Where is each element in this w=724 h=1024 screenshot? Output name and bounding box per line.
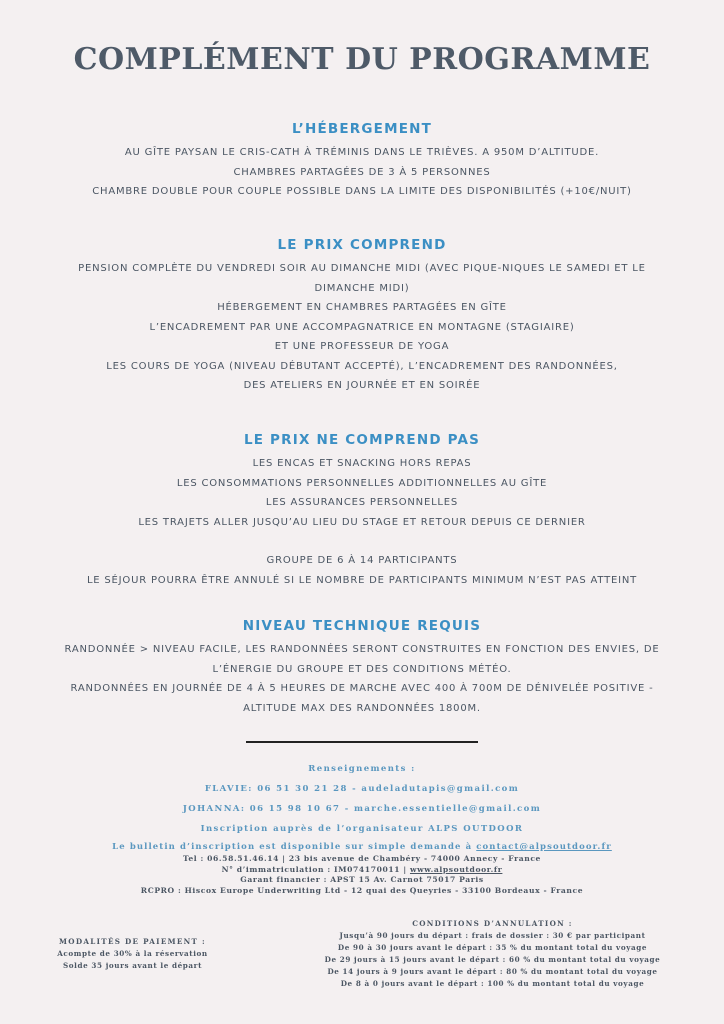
niveau-line: RANDONNÉES EN JOURNÉE DE 4 À 5 HEURES DE MARCHE AVEC 400 À 700M DE DÉNIVELÉE POSITIVE - — [70, 683, 654, 694]
cancellation-heading: CONDITIONS D’ANNULATION : — [412, 919, 573, 928]
bulletin-line — [0, 842, 724, 852]
page-title: COMPLÉMENT DU PROGRAMME — [73, 42, 651, 77]
hebergement-line: AU GÎTE PAYSAN LE CRIS-CATH À TRÉMINIS DANS LE TRIÈVES. A 950M D’ALTITUDE. — [124, 147, 600, 158]
heading-hebergement: L’HÉBERGEMENT — [291, 121, 433, 137]
ne-comprend-line: LES TRAJETS ALLER JUSQU’AU LIEU DU STAGE ET RETOUR DEPUIS CE DERNIER — [138, 516, 586, 528]
comprend-line: DIMANCHE MIDI) — [314, 282, 410, 294]
inscription-text: Inscription auprès de l’organisateur ALPS OUTDOOR — [200, 824, 524, 834]
ne-comprend-line: LES ENCAS ET SNACKING HORS REPAS — [252, 458, 472, 469]
garant-financier: Garant financier : APST 15 Av. Carnot 75017 Paris — [240, 875, 484, 884]
niveau-line: RANDONNÉE > NIVEAU FACILE, LES RANDONNÉES SERONT CONSTRUITES EN FONCTION DES ENVIES, DE — [64, 644, 660, 655]
contact-flavie[interactable]: FLAVIE: 06 51 30 21 28 - audeladutapis@gmail.com — [204, 784, 520, 794]
tel-address: Tel : 06.58.51.46.14 | 23 bis avenue de Chambéry - 74000 Annecy - France — [182, 854, 541, 863]
divider — [246, 741, 478, 743]
heading-prix-ne-comprend-pas: LE PRIX NE COMPREND PAS — [243, 432, 481, 448]
section-hebergement — [0, 118, 724, 202]
contact-email-link[interactable]: contact@alpsoutdoor.fr — [476, 842, 612, 852]
renseignements-label: Renseignements : — [308, 764, 416, 774]
rcpro-line: RCPRO : Hiscox Europe Underwriting Ltd - 12 quai des Queyries - 33100 Bordeaux - France — [140, 885, 584, 895]
comprend-line: PENSION COMPLÈTE DU VENDREDI SOIR AU DIMANCHE MIDI (AVEC PIQUE-NIQUES LE SAMEDI ET LE — [78, 263, 646, 274]
payment-line: Solde 35 jours avant le départ — [62, 961, 202, 970]
comprend-line: LES COURS DE YOGA (NIVEAU DÉBUTANT ACCEPTÉ), L’ENCADREMENT DES RANDONNÉES, — [106, 360, 618, 372]
cancellation-line: De 29 jours à 15 jours avant le départ : 60 % du montant total du voyage — [324, 955, 661, 964]
section-prix-comprend — [0, 234, 724, 396]
contact-block — [0, 764, 724, 896]
immatriculation-text: N° d’immatriculation : IM074170011 | — [221, 864, 410, 874]
cancellation-line: De 14 jours à 9 jours avant le départ : 80 % du montant total du voyage — [327, 967, 658, 976]
ne-comprend-line: LES CONSOMMATIONS PERSONNELLES ADDITIONNELLES AU GÎTE — [176, 477, 548, 489]
immatriculation-line — [0, 865, 724, 876]
hebergement-line: CHAMBRES PARTAGÉES DE 3 À 5 PERSONNES — [233, 166, 491, 178]
cancellation-line: De 90 à 30 jours avant le départ : 35 % du montant total du voyage — [337, 943, 648, 952]
section-niveau-technique — [0, 615, 724, 718]
heading-niveau-technique: NIVEAU TECHNIQUE REQUIS — [242, 618, 482, 634]
comprend-line: L’ENCADREMENT PAR UNE ACCOMPAGNATRICE EN MONTAGNE (STAGIAIRE) — [149, 321, 575, 333]
groupe-line: LE SÉJOUR POURRA ÊTRE ANNULÉ SI LE NOMBRE DE PARTICIPANTS MINIMUM N’EST PAS ATTEINT — [86, 574, 638, 586]
website-link[interactable]: www.alpsoutdoor.fr — [409, 864, 503, 874]
cancellation-terms — [300, 918, 685, 990]
contact-johanna[interactable]: JOHANNA: 06 15 98 10 67 - marche.essentielle@gmail.com — [182, 804, 542, 814]
cancellation-line: De 8 à 0 jours avant le départ : 100 % du montant total du voyage — [340, 979, 645, 988]
cancellation-line: Jusqu’à 90 jours du départ : frais de dossier : 30 € par participant — [339, 931, 646, 940]
comprend-line: DES ATELIERS EN JOURNÉE ET EN SOIRÉE — [243, 380, 481, 391]
niveau-line: ALTITUDE MAX DES RANDONNÉES 1800M. — [243, 702, 481, 714]
payment-terms — [40, 936, 225, 972]
ne-comprend-line: LES ASSURANCES PERSONNELLES — [265, 497, 459, 508]
payment-line: Acompte de 30% à la réservation — [57, 949, 208, 958]
payment-heading: MODALITÉS DE PAIEMENT : — [59, 937, 206, 946]
heading-prix-comprend: LE PRIX COMPREND — [277, 237, 447, 253]
comprend-line: HÉBERGEMENT EN CHAMBRES PARTAGÉES EN GÎTE — [217, 302, 507, 313]
hebergement-line: CHAMBRE DOUBLE POUR COUPLE POSSIBLE DANS LA LIMITE DES DISPONIBILITÉS (+10€/NUIT) — [92, 186, 632, 197]
bulletin-text: Le bulletin d’inscription est disponible sur simple demande à — [112, 842, 477, 852]
niveau-line: L’ÉNERGIE DU GROUPE ET DES CONDITIONS MÉTÉO. — [212, 663, 512, 675]
comprend-line: ET UNE PROFESSEUR DE YOGA — [274, 341, 450, 352]
groupe-line: GROUPE DE 6 À 14 PARTICIPANTS — [266, 555, 458, 566]
section-prix-ne-comprend-pas — [0, 429, 724, 590]
